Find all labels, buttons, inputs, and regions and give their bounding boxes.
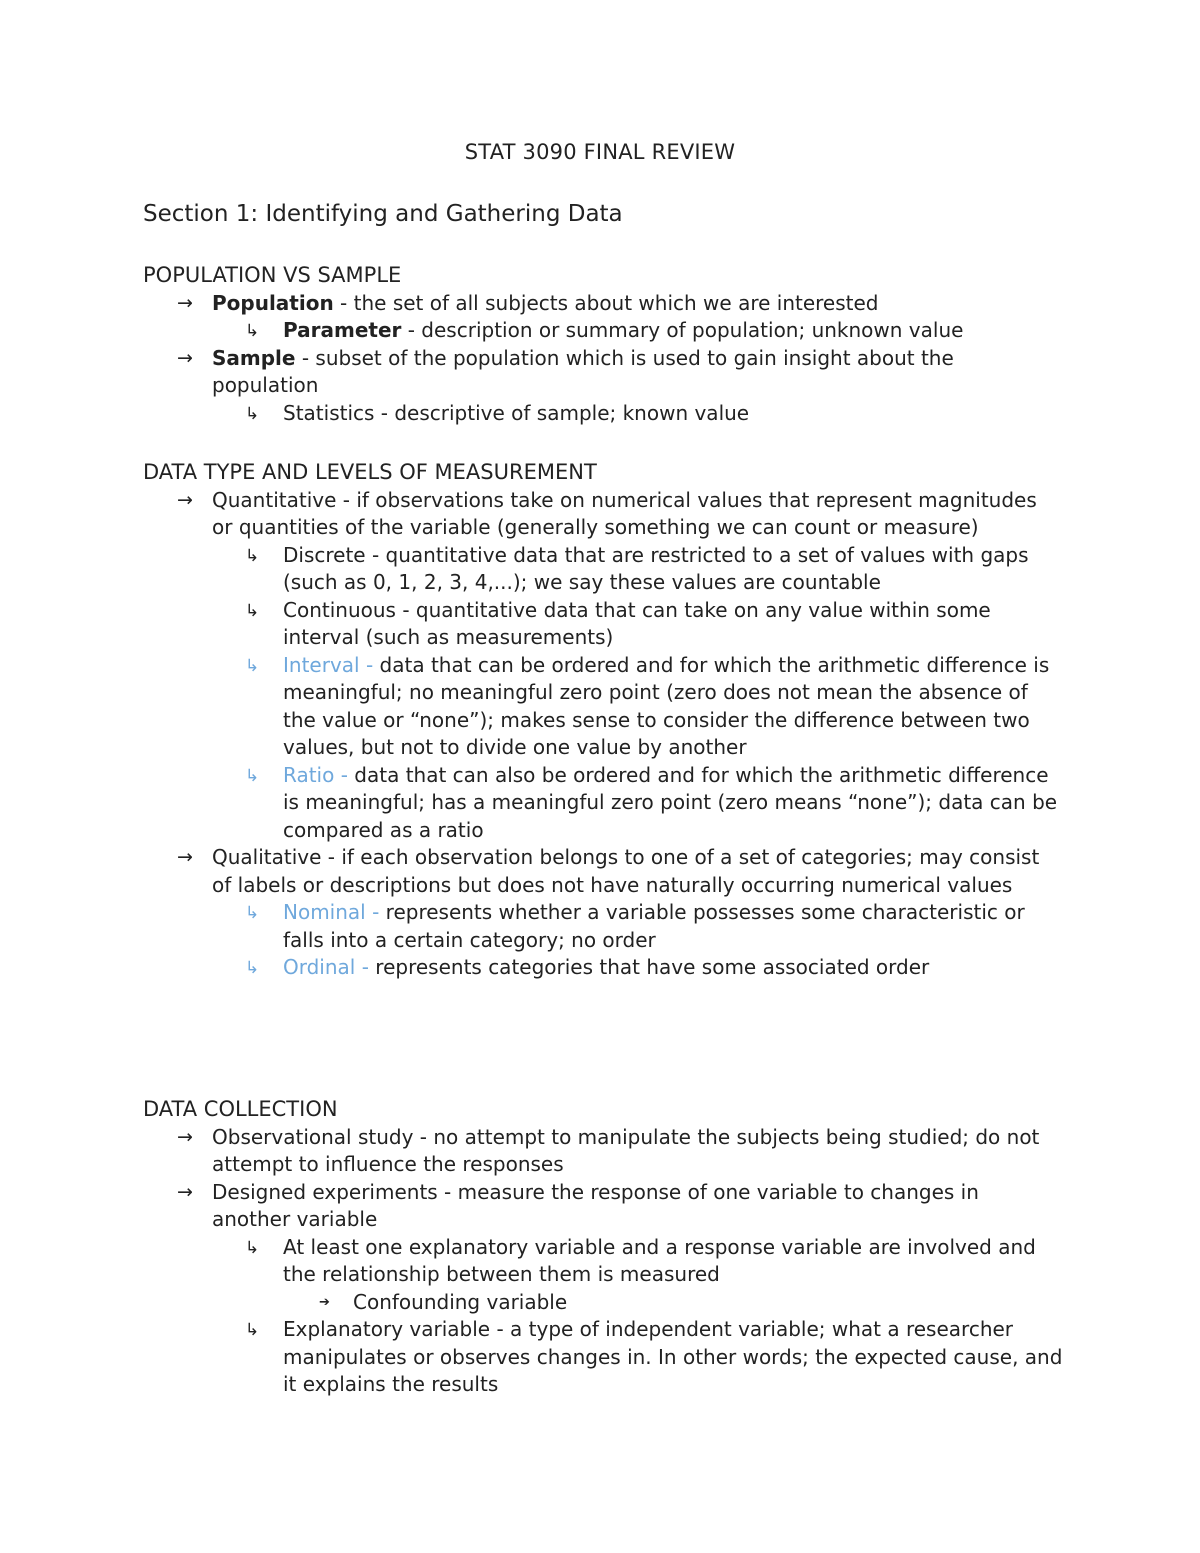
arrow-right-icon: → xyxy=(177,346,193,369)
parameter-term: Parameter xyxy=(283,318,402,342)
arrow-right-icon: → xyxy=(177,846,193,868)
interval-definition: data that can be ordered and for which the arithmetic difference is meaningful; no meaningful zero point (zero does not mean the absence of the value or “none”); makes sense to consider the difference between two values, but not to divide one value by another xyxy=(283,652,1050,759)
interval-item xyxy=(143,652,1063,762)
explanatory-item xyxy=(143,1316,1063,1399)
designed-item xyxy=(143,1179,1063,1234)
arrow-down-right-icon: ↳ xyxy=(245,765,260,786)
ratio-definition: data that can also be ordered and for which the arithmetic difference is meaningful; has a meaningful zero point (zero means “none”); data can be compared as a ratio xyxy=(283,762,1058,842)
nominal-definition: represents whether a variable possesses some characteristic or falls into a certain category; no order xyxy=(283,900,1025,952)
statistics-text: Statistics - descriptive of sample; known value xyxy=(283,400,750,425)
qualitative-item xyxy=(143,844,1063,899)
arrow-right-icon: → xyxy=(177,1125,193,1148)
at-least-item xyxy=(143,1234,1063,1289)
population-item xyxy=(143,290,1063,318)
ordinal-item xyxy=(143,954,1063,982)
arrow-down-right-icon: ↳ xyxy=(245,903,260,923)
qualitative-text: Qualitative - if each observation belongs to one of a set of categories; may consist of labels or descriptions but does not have naturally occurring numerical values xyxy=(212,845,1040,897)
nominal-term: Nominal - xyxy=(283,900,386,924)
arrow-down-right-icon: ↳ xyxy=(245,655,260,676)
data-collection-heading: DATA COLLECTION xyxy=(143,1097,338,1121)
arrow-down-right-icon: ↳ xyxy=(245,321,260,341)
confounding-text: Confounding variable xyxy=(353,1289,568,1314)
population-term: Population xyxy=(212,290,334,315)
small-arrow-icon: ➔ xyxy=(319,1294,330,1310)
ratio-term: Ratio - xyxy=(283,762,355,787)
continuous-item xyxy=(143,597,1063,652)
explanatory-text: Explanatory variable - a type of independent variable; what a researcher manipulates or observes changes in. In other words; the expected cause, and it explains the results xyxy=(283,1317,1063,1396)
document-title: STAT 3090 FINAL REVIEW xyxy=(464,140,736,164)
arrow-right-icon: → xyxy=(177,291,193,314)
confounding-item xyxy=(143,1289,1063,1317)
continuous-text: Continuous - quantitative data that can take on any value within some interval (such as measurements) xyxy=(283,597,991,649)
sample-term: Sample xyxy=(212,345,296,370)
arrow-down-right-icon: ↳ xyxy=(245,545,260,566)
parameter-definition: - description or summary of population; unknown value xyxy=(401,318,964,342)
data-type-block xyxy=(143,459,1063,982)
population-definition: - the set of all subjects about which we are interested xyxy=(333,290,879,315)
data-type-heading: DATA TYPE AND LEVELS OF MEASUREMENT xyxy=(143,460,597,484)
data-collection-block xyxy=(143,1096,1063,1399)
parameter-item xyxy=(143,317,1063,345)
observational-item xyxy=(143,1124,1063,1179)
discrete-item xyxy=(143,542,1063,597)
observational-text: Observational study - no attempt to manipulate the subjects being studied; do not attempt to influence the responses xyxy=(212,1124,1040,1176)
sample-definition: - subset of the population which is used to gain insight about the population xyxy=(212,345,954,397)
population-vs-sample-heading: POPULATION VS SAMPLE xyxy=(143,263,402,287)
discrete-text: Discrete - quantitative data that are restricted to a set of values with gaps (such as 0, 1, 2, 3, 4,...); we say these values are countable xyxy=(283,542,1029,594)
arrow-down-right-icon: ↳ xyxy=(245,403,260,424)
arrow-down-right-icon: ↳ xyxy=(245,1320,260,1340)
interval-term: Interval - xyxy=(283,652,380,677)
arrow-right-icon: → xyxy=(177,1180,193,1203)
quantitative-item xyxy=(143,487,1063,542)
quantitative-text: Quantitative - if observations take on numerical values that represent magnitudes or quantities of the variable (generally something we can count or measure) xyxy=(212,487,1037,539)
ordinal-term: Ordinal - xyxy=(283,955,376,979)
sample-item xyxy=(143,345,1063,400)
section-title: Section 1: Identifying and Gathering Data xyxy=(143,201,623,227)
population-vs-sample-block xyxy=(143,262,1063,427)
at-least-text: At least one explanatory variable and a response variable are involved and the relationship between them is measured xyxy=(283,1234,1036,1286)
ratio-item xyxy=(143,762,1063,845)
statistics-item xyxy=(143,400,1063,428)
arrow-down-right-icon: ↳ xyxy=(245,600,260,621)
arrow-down-right-icon: ↳ xyxy=(245,958,260,978)
ordinal-definition: represents categories that have some associated order xyxy=(375,955,930,979)
designed-text: Designed experiments - measure the response of one variable to changes in another variable xyxy=(212,1179,979,1231)
arrow-right-icon: → xyxy=(177,488,193,511)
arrow-down-right-icon: ↳ xyxy=(245,1237,260,1258)
nominal-item xyxy=(143,899,1063,954)
